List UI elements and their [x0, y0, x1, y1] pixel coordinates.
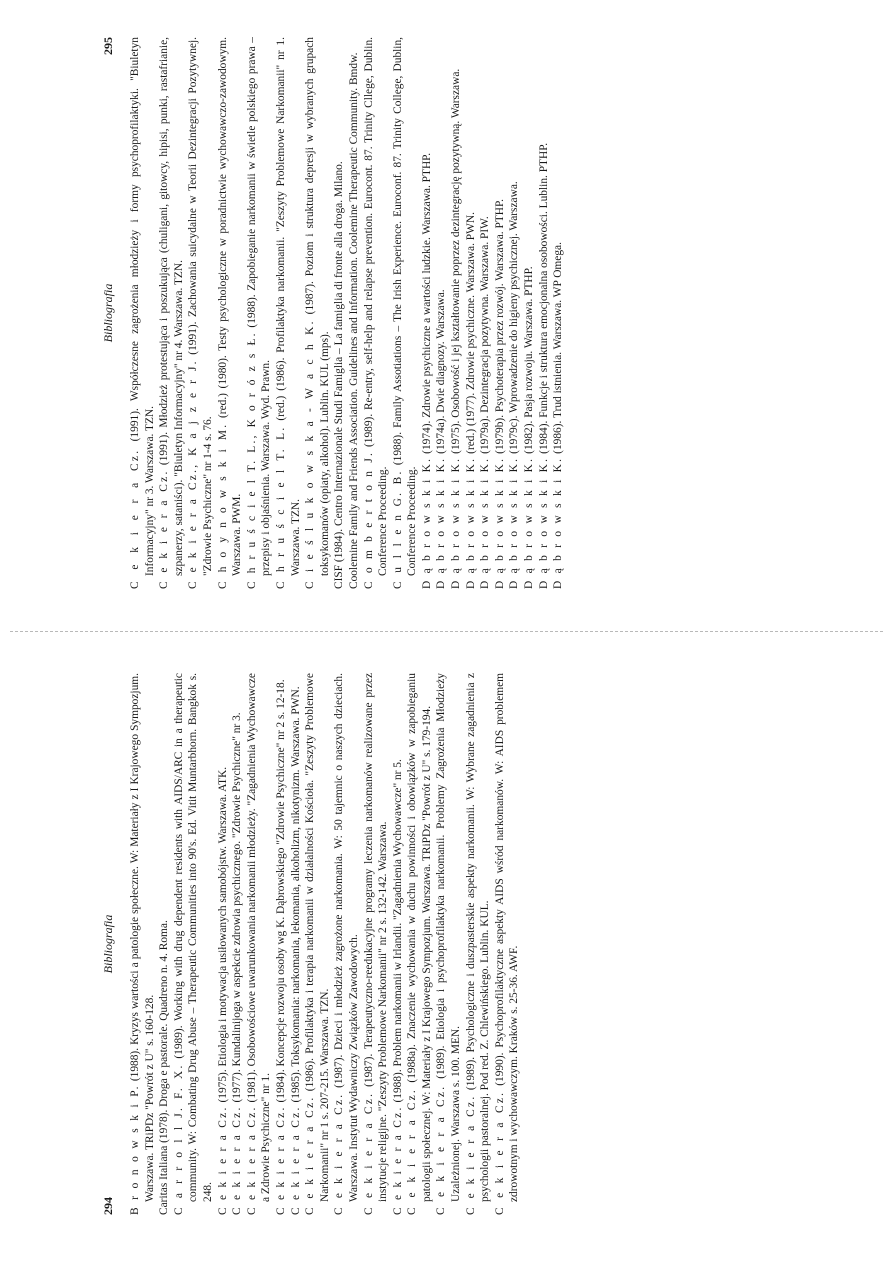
entry-text: (1989). Psychologiczne i duszpasterskie aspekty narkomanii. W: Wybrane zagadnienia z psychologii pastoralnej. Pod red. Z. Chlewińskiego. Lublin. KUL.: [464, 673, 492, 1202]
entry-author: C e k i e r a Cz.: [289, 1105, 302, 1215]
entry-text: (1990). Psychoprofilaktyczne aspekty AIDS wśród narkomanów. W: AIDS problemem zdrowotnym i wychowawczym. Kraków s. 25-36. AWF.: [493, 673, 521, 1202]
entry-author: C e k i e r a Cz.: [362, 1091, 375, 1215]
entry-author: D ą b r o w s k i K.: [479, 456, 492, 589]
bibliography-entry: [551, 37, 566, 589]
entry-author: C h o y n o w s k i M.: [216, 422, 229, 589]
bibliography-entry: [245, 37, 274, 589]
entry-text: (1988). Family Assotiations – The Irish Experience. Euroconf. 87. Trinity College, Dublin, Conference Proceeding.: [391, 36, 419, 576]
entry-text: (1979b). Psychoterapia przez rozwój. Warszawa. PTHP.: [493, 199, 506, 454]
entry-author: D ą b r o w s k i K.: [435, 456, 448, 589]
entry-text: (1984). Funkcje i struktura emocjonalna osobowości. Lublin. PTHP.: [537, 142, 550, 454]
entry-text: (1981). Osobowościowe uwarunkowania narkomanii młodzieży. "Zagadnienia Wychowawcze a Zdrowie Psychiczne" nr 1.: [245, 673, 273, 1202]
bibliography-entry: [522, 37, 537, 589]
entry-author: C h r u ś c i e l T. L., K o r ó z s Ł.: [245, 331, 258, 589]
bibliography-entry: [172, 673, 216, 1215]
entry-text: (1982). Pasja rozwoju. Warszawa. PTHP.: [523, 266, 536, 454]
bibliography-entry: [332, 37, 347, 589]
entry-text: (1989). Etiologia i psychoprofilaktyka narkomanii. Problemy Zagrożenia Młodzieży Uzależnionej. Warszawa s. 100. MEN.: [435, 673, 463, 1202]
page-number: 294: [101, 1197, 115, 1215]
bibliography-entry: [230, 673, 245, 1215]
entry-text: (red.) (1980). Testy psychologiczne w poradnictwie wychowawczo-zawodowym. Warszawa. PWM.: [216, 37, 244, 576]
entry-text: (1988). Problem narkomanii w Irlandii. "Zagadnienia Wychowawcze" nr 5.: [391, 759, 404, 1103]
entry-text: (1984). Koncepcje rozwoju osoby wg K. Dąbrowskiego "Zdrowie Psychiczne" nr 2 s. 12-18.: [274, 679, 287, 1103]
bibliography-entry: [186, 37, 215, 589]
bibliography-list-right: [128, 37, 566, 589]
entry-text: (1987). Dzieci i młodzież zagrożone narkomania. W: 50 tajemnic o naszych dzieciach. Warszawa. Instytut Wydawniczy Związków Zawodowych.: [333, 673, 360, 1202]
bibliography-entry: [405, 673, 434, 1215]
entry-author: C u l l e n G. B.: [391, 469, 404, 589]
entry-author: C o m b e r t o n J.: [362, 450, 375, 589]
entry-author: C h r u ś c i e l T. L.: [274, 425, 287, 589]
entry-author: C e k i e r a Cz.: [158, 469, 171, 589]
entry-author: D ą b r o w s k i K.: [508, 456, 521, 589]
entry-author: C e k i e r a Cz.: [406, 1087, 419, 1215]
entry-text: (red.) (1986). Profilaktyka narkomanii. "Zeszyty Problemowe Narkomanii" nr 1. Warszawa. TZN.: [274, 37, 302, 576]
entry-author: C e k i e r a Cz.: [245, 1105, 258, 1215]
bibliography-entry: [464, 673, 493, 1215]
entry-author: C e k i e r a Cz.: [129, 448, 141, 589]
bibliography-entry: [420, 37, 435, 589]
bibliography-entry: [303, 673, 332, 1215]
running-title: Bibliografia: [101, 283, 115, 343]
entry-author: D ą b r o w s k i K.: [450, 456, 463, 589]
entry-text: Caritas Italiana (1978). Droga e pastorale. Quadreno n. 4. Roma.: [158, 920, 171, 1215]
entry-text: (1991). Współczesne zagrożenia młodzieży i formy psychoprofilaktyki. "Biuletyn Informacyjny" nr 3. Warszawa. TZN.: [129, 37, 156, 576]
entry-author: C e k i e r a Cz.: [216, 1105, 229, 1215]
bibliography-entry: [216, 37, 245, 589]
entry-author: D ą b r o w s k i K.: [464, 456, 477, 589]
entry-text: (1986). Trud istnienia. Warszawa. WP Omega.: [552, 242, 565, 454]
entry-text: (1991). Zachowania suicydalne w Teorii Dezintegracji Pozytywnej. "Zdrowie Psychiczne" nr 1-4 s. 76.: [187, 37, 214, 576]
entry-text: (1975). Etiologia i motywacja usiłowanych samobójstw. Warszawa. ATK.: [216, 766, 229, 1103]
entry-text: (1988a). Znaczenie wychowania w duchu powinności i obowiązków w zapobieganiu patologii społecznej. W: Materiały z I Krajowego Sympozjum. Warszawa. TRiPDz "Powrót z U" s. 179-194.: [406, 673, 433, 1202]
entry-author: C e k i e r a Cz.: [304, 1095, 317, 1215]
entry-text: (1987). Poziom i struktura depresji w wybranych grupach toksykomanów (opiaty, alkohol). Lublin. KUL (mps).: [304, 37, 331, 576]
bibliography-entry: [493, 37, 508, 589]
entry-author: C i e ś l u k o w s k a - W a c h K.: [304, 319, 317, 589]
entry-author: B r o n o w s k i P.: [129, 1084, 141, 1215]
entry-text: (1989). Working with drug dependent residents with AIDS/ARC in a therapeutic community. W: Combating Drug Abuse – Therapeutic Communities into 90's. Ed. Vitit Muntarbhorn. Bangkok s. 248.: [172, 673, 214, 1202]
entry-author: D ą b r o w s k i K.: [552, 456, 565, 589]
bibliography-entry: [493, 673, 522, 1215]
entry-text: (1974a). Dwie diagnozy. Warszawa.: [435, 289, 448, 454]
bibliography-entry: [434, 37, 449, 589]
bibliography-entry: [478, 37, 493, 589]
bibliography-entry: [332, 673, 361, 1215]
bibliography-entry: [464, 37, 479, 589]
entry-text: Coolemine Family and Friends Association. Guidelines and Information. Coolemine Therapeutic Community. Bmdw.: [347, 52, 360, 589]
running-title: Bibliografia: [101, 914, 115, 974]
bibliography-entry: [362, 673, 391, 1215]
bibliography-entry: [289, 673, 304, 1215]
entry-author: C e k i e r a Cz., K a j z e r J.: [187, 359, 200, 589]
left-page: [0, 631, 893, 1263]
bibliography-entry: [347, 37, 362, 589]
running-head-left: [100, 673, 116, 1215]
entry-text: (1974). Zdrowie psychiczne a wartości ludzkie. Warszawa. PTHP.: [420, 152, 433, 454]
entry-text: (1979a). Dezintegracja pozytywna. Warszawa. PIW.: [479, 216, 492, 454]
entry-text: (1987). Terapeutyczno-reedukacyjne programy leczenia narkomanów realizowane przez instytucje religijne. "Zeszyty Problemowe Narkomanii" nr 2 s. 132-142. Warszawa.: [362, 672, 390, 1202]
bibliography-entry: [128, 673, 157, 1215]
entry-author: C a r r o l l J. F. X.: [172, 1063, 185, 1215]
entry-author: D ą b r o w s k i K.: [523, 456, 536, 589]
entry-text: (1988). Zapobieganie narkomanii w świetle polskiego prawa – przepisy i objaśnienia. Warszawa. Wyd. Prawn.: [245, 37, 273, 576]
entry-author: D ą b r o w s k i K.: [493, 456, 506, 589]
entry-author: C e k i e r a Cz.: [231, 1105, 244, 1215]
entry-text: (1977). Kundalinijoga w aspekcie zdrowia psychicznego. "Zdrowie Psychiczne" nr 3.: [231, 712, 244, 1103]
entry-text: (1985). Toksykomania: narkomania, lekomania, alkoholizm, nikotynizm. Warszawa. PWN.: [289, 686, 302, 1103]
bibliography-entry: [391, 673, 406, 1215]
entry-text: (1986). Profilaktyka i terapia narkomanii w działalności Kościoła. "Zeszyty Problemowe Narkomanii" nr 1 s. 207-215. Warszawa. TZN.: [304, 673, 331, 1202]
entry-author: D ą b r o w s k i K.: [420, 456, 433, 589]
entry-text: (1975). Osobowość i jej kształtowanie poprzez dezintegrację pozytywną. Warszawa.: [450, 68, 463, 454]
bibliography-entry: [157, 37, 186, 589]
entry-text: (red.) (1977). Zdrowie psychiczne. Warszawa. PWN.: [464, 212, 477, 454]
bibliography-entry: [507, 37, 522, 589]
entry-author: C e k i e r a Cz.: [493, 1090, 506, 1215]
bibliography-entry: [434, 673, 463, 1215]
bibliography-entry: [216, 673, 231, 1215]
bibliography-entry: [274, 673, 289, 1215]
bibliography-entry: [362, 37, 391, 589]
entry-author: D ą b r o w s k i K.: [537, 456, 550, 589]
page-number: 295: [101, 37, 115, 55]
bibliography-entry: [274, 37, 303, 589]
entry-author: C e k i e r a Cz.: [333, 1092, 346, 1215]
bibliography-entry: [128, 37, 157, 589]
right-page: [0, 0, 893, 631]
bibliography-list-left: [128, 673, 522, 1215]
entry-author: C e k i e r a Cz.: [464, 1094, 477, 1215]
bibliography-entry: [157, 673, 172, 1215]
bibliography-entry: [449, 37, 464, 589]
entry-author: C e k i e r a Cz.: [391, 1105, 404, 1215]
entry-author: C e k i e r a Cz.: [274, 1105, 287, 1215]
entry-author: C e k i e r a Cz.: [435, 1084, 448, 1215]
running-head-right: [100, 37, 116, 589]
entry-text: (1989). Re-entry, self-help and relapse prevention. Eurocont. 87. Trinity Cllege, Dublin. Conference Proceeding.: [362, 37, 390, 576]
entry-text: (1979c). Wprowadzenie do higieny psychicznej. Warszawa.: [508, 181, 521, 454]
entry-text: (1988). Kryzys wartości a patologie społeczne. W: Materiały z I Krajowego Sympozjum. Warszawa. TRiPDz "Powrót z U" s. 160-128.: [129, 673, 156, 1202]
entry-text: (1991). Młodzież protestująca i poszukująca (chuligani, gitowcy, hipisi, punki, rastafrianie, szpanerzy, sataniści). "Biuletyn Informacyjny" nr 4. Warszawa. TZN.: [158, 37, 185, 576]
bibliography-entry: [537, 37, 552, 589]
bibliography-entry: [391, 37, 420, 589]
bibliography-entry: [303, 37, 332, 589]
entry-text: CISF (1984). Centro Internazionale Studi Famiglia – La famiglia di fronte alla droga. Milano.: [333, 161, 346, 589]
bibliography-entry: [245, 673, 274, 1215]
page-gutter-divider: [10, 631, 883, 632]
